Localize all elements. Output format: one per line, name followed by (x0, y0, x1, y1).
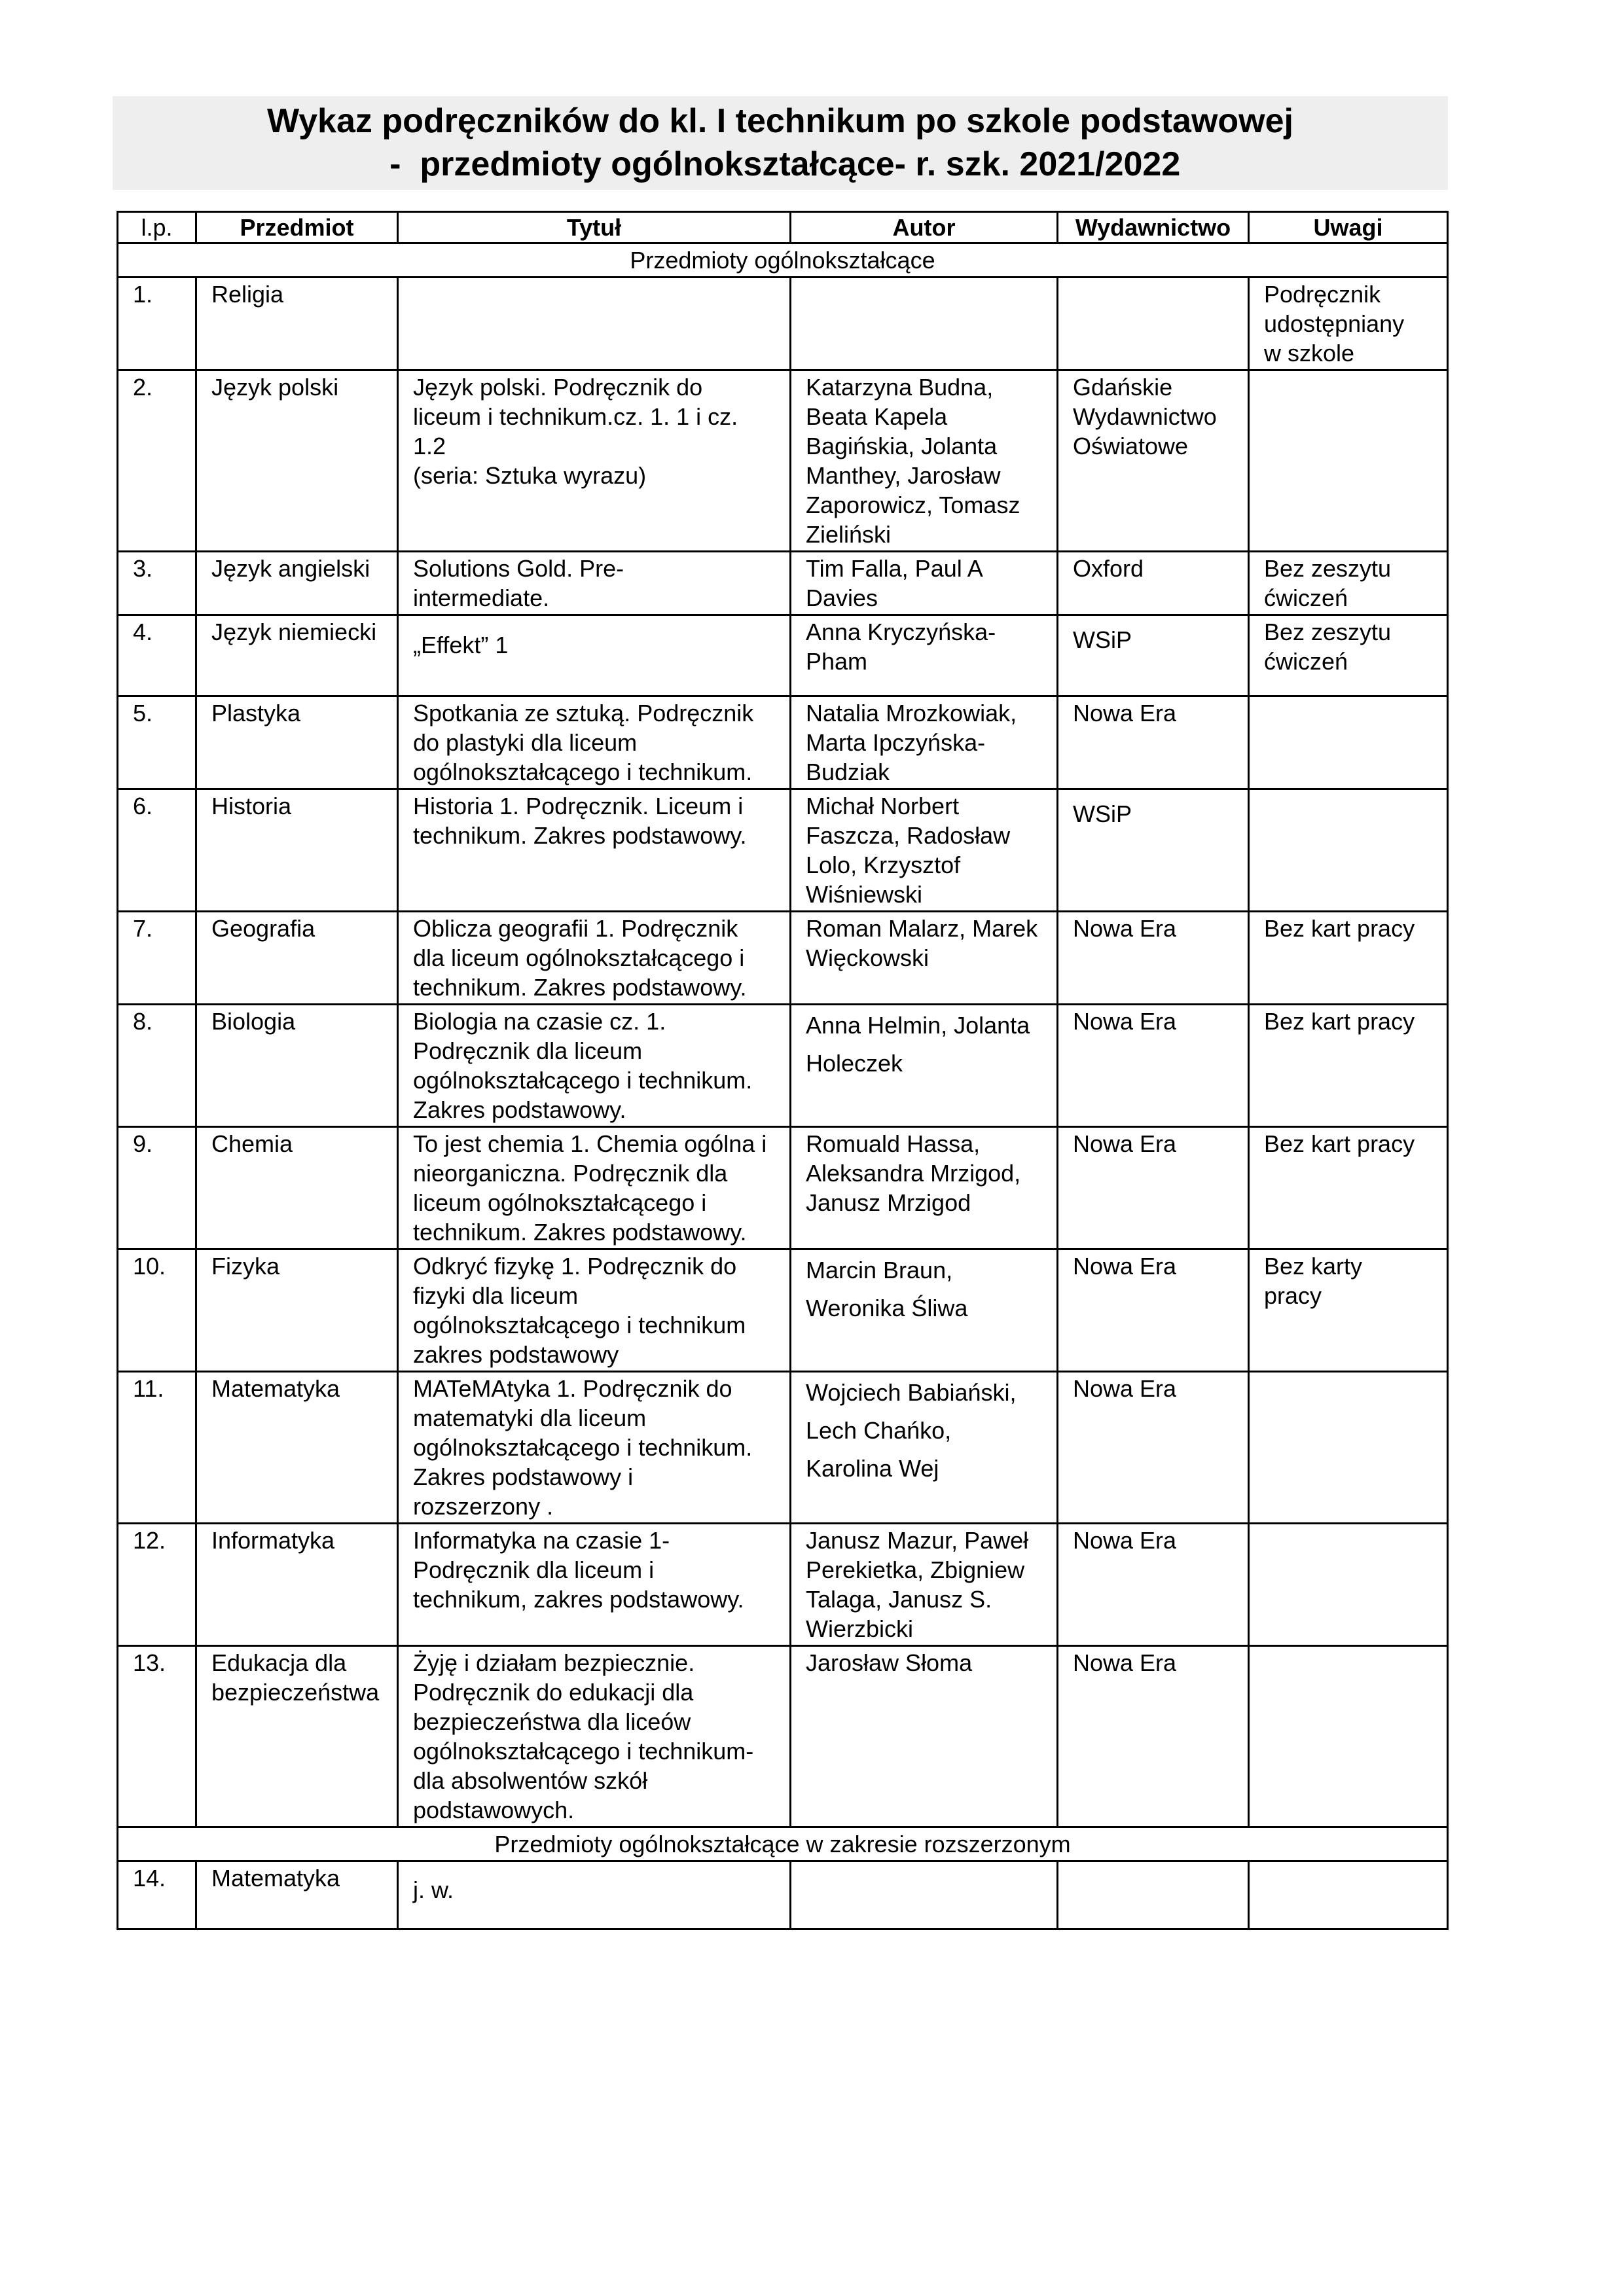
table-row (118, 912, 1448, 1005)
table-row (118, 696, 1448, 789)
cell-lp: 2. (118, 370, 196, 552)
cell-publisher: Nowa Era (1058, 912, 1249, 1005)
cell-title: Odkryć fizykę 1. Podręcznik do fizyki dla liceum ogólnokształcącego i technikum zakres podstawowy (398, 1249, 791, 1372)
header-notes: Uwagi (1249, 212, 1448, 243)
cell-title: To jest chemia 1. Chemia ogólna i nieorganiczna. Podręcznik dla liceum ogólnokształcącego i technikum. Zakres podstawowy. (398, 1127, 791, 1249)
cell-author: Katarzyna Budna, Beata Kapela Bagińskia, Jolanta Manthey, Jarosław Zaporowicz, Tomasz Zieliński (791, 370, 1058, 552)
cell-publisher (1058, 278, 1249, 370)
cell-publisher: Oxford (1058, 552, 1249, 615)
cell-title: Historia 1. Podręcznik. Liceum i technikum. Zakres podstawowy. (398, 789, 791, 912)
cell-lp: 1. (118, 278, 196, 370)
cell-author: Wojciech Babiański, Lech Chańko, Karolina Wej (791, 1372, 1058, 1524)
cell-subject: Geografia (196, 912, 398, 1005)
cell-subject: Język angielski (196, 552, 398, 615)
cell-title: MATeMAtyka 1. Podręcznik do matematyki dla liceum ogólnokształcącego i technikum. Zakres podstawowy i rozszerzony . (398, 1372, 791, 1524)
table-row (118, 1861, 1448, 1929)
table-row (118, 1646, 1448, 1827)
header-subject: Przedmiot (196, 212, 398, 243)
cell-lp: 12. (118, 1524, 196, 1646)
cell-publisher: Nowa Era (1058, 1249, 1249, 1372)
cell-lp: 8. (118, 1005, 196, 1127)
cell-subject: Język polski (196, 370, 398, 552)
cell-lp: 11. (118, 1372, 196, 1524)
cell-title (398, 278, 791, 370)
cell-notes (1249, 789, 1448, 912)
section-heading: Przedmioty ogólnokształcące w zakresie rozszerzonym (118, 1827, 1448, 1861)
cell-subject: Informatyka (196, 1524, 398, 1646)
cell-lp: 4. (118, 615, 196, 696)
textbook-table (117, 211, 1449, 1930)
cell-notes: Bez zeszytu ćwiczeń (1249, 615, 1448, 696)
table-row (118, 552, 1448, 615)
cell-subject: Biologia (196, 1005, 398, 1127)
cell-lp: 10. (118, 1249, 196, 1372)
cell-notes (1249, 1524, 1448, 1646)
cell-author: Tim Falla, Paul A Davies (791, 552, 1058, 615)
cell-publisher: Nowa Era (1058, 1524, 1249, 1646)
section-heading: Przedmioty ogólnokształcące (118, 243, 1448, 278)
cell-notes (1249, 696, 1448, 789)
table-row (118, 278, 1448, 370)
table-row (118, 370, 1448, 552)
cell-title: Oblicza geografii 1. Podręcznik dla liceum ogólnokształcącego i technikum. Zakres podstawowy. (398, 912, 791, 1005)
cell-publisher: Nowa Era (1058, 1646, 1249, 1827)
header-title: Tytuł (398, 212, 791, 243)
cell-author: Romuald Hassa, Aleksandra Mrzigod, Janusz Mrzigod (791, 1127, 1058, 1249)
cell-notes (1249, 370, 1448, 552)
table-row (118, 1249, 1448, 1372)
cell-subject: Plastyka (196, 696, 398, 789)
cell-publisher: Nowa Era (1058, 696, 1249, 789)
cell-publisher: Gdańskie Wydawnictwo Oświatowe (1058, 370, 1249, 552)
cell-publisher: WSiP (1058, 789, 1249, 912)
cell-author (791, 1861, 1058, 1929)
cell-lp: 7. (118, 912, 196, 1005)
cell-subject: Matematyka (196, 1861, 398, 1929)
cell-notes: Bez karty pracy (1249, 1249, 1448, 1372)
cell-author: Anna Helmin, Jolanta Holeczek (791, 1005, 1058, 1127)
cell-subject: Matematyka (196, 1372, 398, 1524)
cell-lp: 13. (118, 1646, 196, 1827)
table-header-row (118, 212, 1448, 243)
cell-subject: Język niemiecki (196, 615, 398, 696)
table-row (118, 1524, 1448, 1646)
table-row (118, 789, 1448, 912)
cell-publisher: WSiP (1058, 615, 1249, 696)
cell-lp: 6. (118, 789, 196, 912)
header-author: Autor (791, 212, 1058, 243)
cell-author: Michał Norbert Faszcza, Radosław Lolo, Krzysztof Wiśniewski (791, 789, 1058, 912)
cell-author (791, 278, 1058, 370)
cell-notes (1249, 1861, 1448, 1929)
cell-subject: Chemia (196, 1127, 398, 1249)
cell-subject: Fizyka (196, 1249, 398, 1372)
cell-author: Janusz Mazur, Paweł Perekietka, Zbigniew Talaga, Janusz S. Wierzbicki (791, 1524, 1058, 1646)
table-row (118, 1127, 1448, 1249)
cell-lp: 5. (118, 696, 196, 789)
cell-notes: Podręcznik udostępniany w szkole (1249, 278, 1448, 370)
header-publisher: Wydawnictwo (1058, 212, 1249, 243)
cell-notes: Bez zeszytu ćwiczeń (1249, 552, 1448, 615)
cell-notes (1249, 1372, 1448, 1524)
table-row (118, 615, 1448, 696)
cell-title: Język polski. Podręcznik do liceum i technikum.cz. 1. 1 i cz. 1.2 (seria: Sztuka wyrazu) (398, 370, 791, 552)
cell-title: Informatyka na czasie 1- Podręcznik dla liceum i technikum, zakres podstawowy. (398, 1524, 791, 1646)
section-row (118, 243, 1448, 278)
cell-subject: Historia (196, 789, 398, 912)
title-line-2: - przedmioty ogólnokształcące- r. szk. 2021/2022 (380, 145, 1181, 183)
cell-notes: Bez kart pracy (1249, 1005, 1448, 1127)
cell-publisher: Nowa Era (1058, 1372, 1249, 1524)
cell-lp: 14. (118, 1861, 196, 1929)
cell-author: Roman Malarz, Marek Więckowski (791, 912, 1058, 1005)
cell-notes: Bez kart pracy (1249, 912, 1448, 1005)
section-row (118, 1827, 1448, 1861)
cell-author: Marcin Braun, Weronika Śliwa (791, 1249, 1058, 1372)
header-lp: l.p. (118, 212, 196, 243)
cell-title: „Effekt” 1 (398, 615, 791, 696)
cell-publisher: Nowa Era (1058, 1127, 1249, 1249)
cell-publisher: Nowa Era (1058, 1005, 1249, 1127)
cell-notes (1249, 1646, 1448, 1827)
cell-notes: Bez kart pracy (1249, 1127, 1448, 1249)
cell-subject: Edukacja dla bezpieczeństwa (196, 1646, 398, 1827)
cell-title: Biologia na czasie cz. 1. Podręcznik dla liceum ogólnokształcącego i technikum. Zakres podstawowy. (398, 1005, 791, 1127)
table-row (118, 1372, 1448, 1524)
table-row (118, 1005, 1448, 1127)
cell-publisher (1058, 1861, 1249, 1929)
cell-lp: 9. (118, 1127, 196, 1249)
cell-title: Spotkania ze sztuką. Podręcznik do plastyki dla liceum ogólnokształcącego i technikum. (398, 696, 791, 789)
document-title (113, 96, 1448, 190)
cell-title: Żyję i działam bezpiecznie. Podręcznik do edukacji dla bezpieczeństwa dla liceów ogólnokształcącego i technikum- dla absolwentów szkół podstawowych. (398, 1646, 791, 1827)
title-line-1: Wykaz podręczników do kl. I technikum po szkole podstawowej (267, 102, 1293, 140)
cell-author: Anna Kryczyńska- Pham (791, 615, 1058, 696)
cell-author: Jarosław Słoma (791, 1646, 1058, 1827)
cell-author: Natalia Mrozkowiak, Marta Ipczyńska- Budziak (791, 696, 1058, 789)
cell-title: Solutions Gold. Pre- intermediate. (398, 552, 791, 615)
cell-title: j. w. (398, 1861, 791, 1929)
cell-lp: 3. (118, 552, 196, 615)
cell-subject: Religia (196, 278, 398, 370)
